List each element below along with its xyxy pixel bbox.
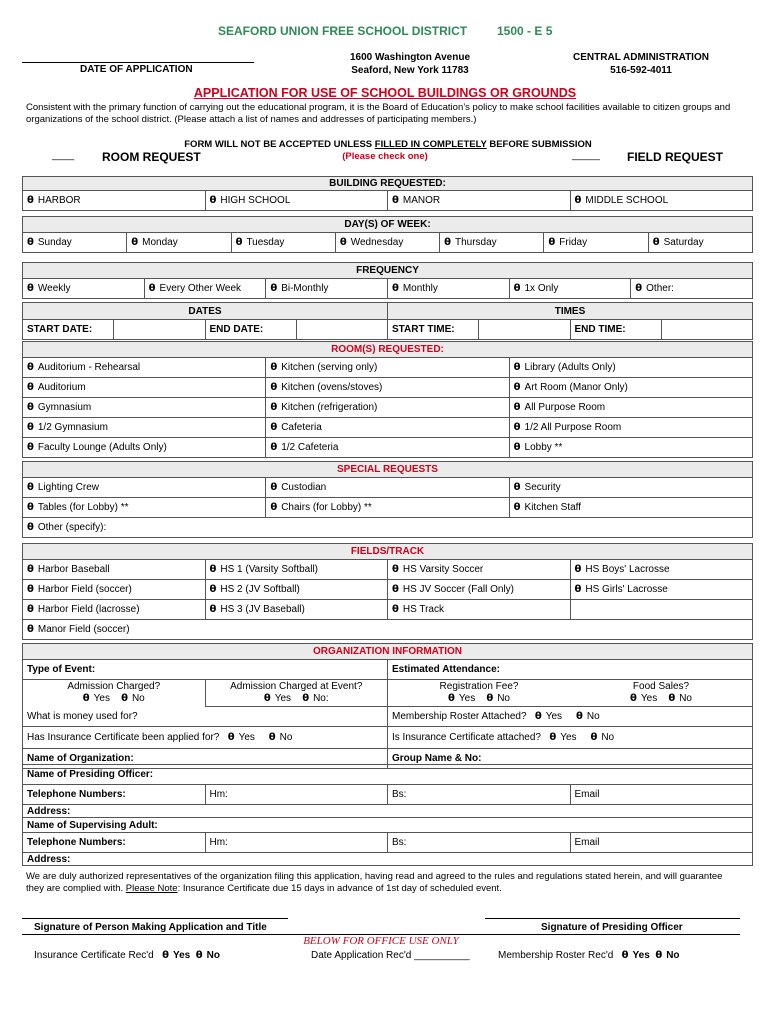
insurance-attached-cell[interactable]: Is Insurance Certificate attached? θ Yes θ No: [388, 726, 753, 748]
room-option[interactable]: θ 1/2 Gymnasium: [23, 418, 266, 438]
checkbox-icon[interactable]: θ: [27, 604, 34, 615]
field-option[interactable]: θ Harbor Field (lacrosse): [23, 600, 206, 620]
checkbox-icon[interactable]: θ: [392, 564, 399, 575]
building-header: BUILDING REQUESTED:: [23, 177, 753, 191]
checkbox-icon[interactable]: θ: [590, 731, 598, 743]
telephone-label: Telephone Numbers:: [23, 785, 206, 805]
telephone-label: Telephone Numbers:: [23, 833, 206, 853]
special-option[interactable]: θ Chairs (for Lobby) **: [266, 498, 509, 518]
checkbox-icon[interactable]: θ: [148, 283, 156, 294]
checkbox-icon[interactable]: θ: [209, 604, 217, 615]
room-option[interactable]: θ Art Room (Manor Only): [509, 378, 752, 398]
checkbox-icon[interactable]: θ: [444, 237, 451, 248]
checkbox-icon[interactable]: θ: [486, 692, 494, 704]
frequency-option[interactable]: θ Every Other Week: [144, 279, 266, 299]
supervising-adult-field[interactable]: Name of Supervising Adult:: [23, 818, 753, 833]
check-one-note: (Please check one): [342, 151, 428, 162]
room-option[interactable]: θ Kitchen (refrigeration): [266, 398, 509, 418]
checkbox-icon[interactable]: θ: [513, 482, 521, 493]
checkbox-icon[interactable]: θ: [27, 402, 34, 413]
building-table: [22, 176, 753, 211]
checkbox-icon[interactable]: θ: [391, 283, 399, 294]
field-option[interactable]: θ Harbor Baseball: [23, 560, 206, 580]
form-title: APPLICATION FOR USE OF SCHOOL BUILDINGS OR GROUNDS: [193, 86, 577, 100]
checkbox-icon[interactable]: θ: [574, 195, 582, 206]
start-date-input[interactable]: [114, 320, 205, 340]
frequency-option[interactable]: θ Bi-Monthly: [266, 279, 388, 299]
building-option[interactable]: θ MANOR: [388, 191, 571, 211]
checkbox-icon[interactable]: θ: [513, 442, 521, 453]
agreement-text: We are duly authorized representatives of the organization filing this application, having read and agreed to the rules and regulations stated herein, and will guarantee they are complied with. Please Note: Insurance Certificate due 15 days in advance of 1st day of scheduled event.: [26, 871, 723, 894]
checkbox-icon[interactable]: θ: [574, 564, 582, 575]
checkbox-icon[interactable]: θ: [209, 584, 217, 595]
admin-phone: 516-592-4011: [610, 65, 672, 76]
room-option[interactable]: θ Library (Adults Only): [509, 358, 752, 378]
checkbox-icon[interactable]: θ: [635, 283, 643, 294]
end-time-input[interactable]: [661, 320, 752, 340]
food-sales-cell[interactable]: Food Sales? θ Yes θ No: [570, 680, 753, 707]
room-option[interactable]: θ Auditorium - Rehearsal: [23, 358, 266, 378]
checkbox-icon[interactable]: θ: [121, 693, 128, 704]
office-use-heading: BELOW FOR OFFICE USE ONLY: [303, 935, 459, 947]
checkbox-icon[interactable]: θ: [513, 362, 521, 373]
checkbox-icon[interactable]: θ: [448, 692, 455, 704]
admin-label: CENTRAL ADMINISTRATION: [573, 52, 709, 63]
field-option[interactable]: θ HS 2 (JV Softball): [205, 580, 388, 600]
checkbox-icon[interactable]: θ: [339, 237, 347, 248]
room-option[interactable]: θ Cafeteria: [266, 418, 509, 438]
notice: FORM WILL NOT BE ACCEPTED UNLESS FILLED IN COMPLETELY BEFORE SUBMISSION: [184, 139, 592, 150]
address-line-1: 1600 Washington Avenue: [349, 52, 471, 63]
frequency-option[interactable]: θ 1x Only: [509, 279, 631, 299]
checkbox-icon[interactable]: θ: [392, 604, 399, 615]
home-phone-field[interactable]: Hm:: [205, 833, 388, 853]
address-field[interactable]: Address:: [23, 853, 753, 866]
day-option[interactable]: θ Monday: [127, 233, 231, 253]
days-header: DAY(S) OF WEEK:: [23, 217, 753, 233]
checkbox-icon[interactable]: θ: [513, 382, 521, 393]
rooms-header: ROOM(S) REQUESTED:: [23, 342, 753, 358]
frequency-option[interactable]: θ Monthly: [387, 279, 509, 299]
group-name-field[interactable]: Group Name & No:: [388, 748, 753, 768]
field-option[interactable]: θ HS Track: [388, 600, 571, 620]
checkbox-icon[interactable]: θ: [575, 710, 583, 722]
date-of-application-line[interactable]: [22, 62, 254, 63]
date-application-received: Date Application Rec'd __________: [311, 950, 470, 961]
rooms-table: [22, 341, 753, 458]
applicant-signature-label: Signature of Person Making Application and Title: [34, 922, 267, 933]
dates-times-table: [22, 302, 753, 340]
room-option[interactable]: θ Lobby **: [509, 438, 752, 458]
business-phone-field[interactable]: Bs:: [388, 785, 571, 805]
checkbox-icon[interactable]: θ: [270, 362, 278, 373]
checkbox-icon[interactable]: θ: [263, 692, 271, 704]
checkbox-icon[interactable]: θ: [668, 692, 676, 704]
checkbox-icon[interactable]: θ: [27, 382, 34, 393]
building-option[interactable]: θ MIDDLE SCHOOL: [570, 191, 753, 211]
checkbox-icon[interactable]: θ: [302, 692, 310, 704]
day-option[interactable]: θ Wednesday: [335, 233, 439, 253]
form-code: 1500 - E 5: [497, 24, 553, 38]
room-option[interactable]: θ 1/2 Cafeteria: [266, 438, 509, 458]
dates-header: DATES: [23, 303, 388, 320]
checkbox-icon[interactable]: θ: [195, 950, 203, 961]
checkbox-icon[interactable]: θ: [162, 950, 169, 961]
checkbox-icon[interactable]: θ: [652, 237, 660, 248]
field-option[interactable]: θ HS 1 (Varsity Softball): [205, 560, 388, 580]
room-option[interactable]: θ Gymnasium: [23, 398, 266, 418]
checkbox-icon[interactable]: θ: [270, 402, 278, 413]
checkbox-icon[interactable]: θ: [655, 950, 663, 961]
room-option[interactable]: θ Kitchen (serving only): [266, 358, 509, 378]
special-requests-table: [22, 461, 753, 538]
email-field[interactable]: Email: [570, 833, 753, 853]
special-other[interactable]: θ Other (specify):: [23, 518, 753, 538]
checkbox-icon[interactable]: θ: [235, 237, 243, 248]
checkbox-icon[interactable]: θ: [621, 950, 629, 961]
room-option[interactable]: θ All Purpose Room: [509, 398, 752, 418]
day-option[interactable]: θ Tuesday: [231, 233, 335, 253]
checkbox-icon[interactable]: θ: [27, 442, 34, 453]
admission-at-event-cell[interactable]: Admission Charged at Event? θ Yes θ No:: [205, 680, 388, 707]
checkbox-icon[interactable]: θ: [513, 283, 521, 294]
checkbox-icon[interactable]: θ: [534, 710, 542, 722]
checkbox-icon[interactable]: θ: [270, 283, 278, 294]
fields-header: FIELDS/TRACK: [23, 544, 753, 560]
checkbox-icon[interactable]: θ: [27, 422, 34, 433]
checkbox-icon[interactable]: θ: [549, 731, 557, 743]
checkbox-icon[interactable]: θ: [392, 195, 399, 206]
field-option[interactable]: θ HS Boys' Lacrosse: [570, 560, 753, 580]
frequency-table: [22, 262, 753, 299]
days-table: [22, 216, 753, 253]
building-option[interactable]: θ HARBOR: [23, 191, 206, 211]
checkbox-icon[interactable]: θ: [27, 584, 34, 595]
intro-text: Consistent with the primary function of carrying out the educational program, it is the Board of Education’s policy to make school facilities available to citizen groups and organizations of the school district. (Please attach a list of names and addresses of participating members.): [26, 102, 731, 125]
district-name: SEAFORD UNION FREE SCHOOL DISTRICT: [218, 24, 468, 38]
checkbox-icon[interactable]: θ: [270, 442, 278, 453]
checkbox-icon[interactable]: θ: [27, 482, 34, 493]
organization-header: ORGANIZATION INFORMATION: [23, 644, 753, 660]
checkbox-icon[interactable]: θ: [82, 693, 90, 704]
checkbox-icon[interactable]: θ: [574, 584, 582, 595]
type-of-event-field[interactable]: Type of Event:: [23, 660, 388, 680]
checkbox-icon[interactable]: θ: [513, 502, 521, 513]
address-line-2: Seaford, New York 11783: [351, 65, 469, 76]
field-request-blank[interactable]: _____: [572, 150, 600, 161]
field-option[interactable]: θ Manor Field (soccer): [23, 620, 753, 640]
checkbox-icon[interactable]: θ: [227, 731, 235, 743]
email-field[interactable]: Email: [570, 785, 753, 805]
field-option[interactable]: θ HS JV Soccer (Fall Only): [388, 580, 571, 600]
day-option[interactable]: θ Thursday: [440, 233, 544, 253]
special-option[interactable]: θ Kitchen Staff: [509, 498, 752, 518]
times-header: TIMES: [388, 303, 753, 320]
officer-signature-label: Signature of Presiding Officer: [541, 922, 683, 933]
checkbox-icon[interactable]: θ: [270, 502, 278, 513]
checkbox-icon[interactable]: θ: [268, 731, 276, 743]
roster-received: Membership Roster Rec'd θ Yes θ No: [498, 950, 680, 961]
checkbox-icon[interactable]: θ: [392, 584, 399, 595]
frequency-option[interactable]: θ Weekly: [23, 279, 145, 299]
special-requests-header: SPECIAL REQUESTS: [23, 462, 753, 478]
day-option[interactable]: θ Saturday: [648, 233, 752, 253]
field-option[interactable]: θ HS 3 (JV Baseball): [205, 600, 388, 620]
checkbox-icon[interactable]: θ: [27, 502, 34, 513]
special-option[interactable]: θ Security: [509, 478, 752, 498]
presiding-officer-field[interactable]: Name of Presiding Officer:: [23, 765, 753, 785]
estimated-attendance-field[interactable]: Estimated Attendance:: [388, 660, 753, 680]
start-date-label: START DATE:: [23, 320, 114, 340]
organization-table: [22, 643, 753, 769]
end-time-label: END TIME:: [570, 320, 661, 340]
special-option[interactable]: θ Custodian: [266, 478, 509, 498]
room-option[interactable]: θ 1/2 All Purpose Room: [509, 418, 752, 438]
insurance-received: Insurance Certificate Rec'd θ Yes θ No: [34, 950, 220, 961]
room-option[interactable]: θ Auditorium: [23, 378, 266, 398]
checkbox-icon[interactable]: θ: [270, 482, 278, 493]
room-request-label: ROOM REQUEST: [102, 150, 201, 164]
checkbox-icon[interactable]: θ: [209, 564, 217, 575]
contacts-table: [22, 764, 753, 866]
day-option[interactable]: θ Sunday: [23, 233, 127, 253]
building-option[interactable]: θ HIGH SCHOOL: [205, 191, 388, 211]
insurance-applied-cell[interactable]: Has Insurance Certificate been applied for? θ Yes θ No: [23, 726, 388, 748]
checkbox-icon[interactable]: θ: [27, 195, 34, 206]
checkbox-icon[interactable]: θ: [513, 402, 521, 413]
checkbox-icon[interactable]: θ: [27, 283, 34, 294]
checkbox-icon[interactable]: θ: [27, 624, 34, 635]
checkbox-icon[interactable]: θ: [27, 237, 34, 248]
field-empty-cell: [570, 600, 753, 620]
membership-roster-cell[interactable]: Membership Roster Attached? θ Yes θ No: [388, 706, 753, 726]
special-option[interactable]: θ Lighting Crew: [23, 478, 266, 498]
checkbox-icon[interactable]: θ: [513, 422, 521, 433]
frequency-header: FREQUENCY: [23, 263, 753, 279]
fields-table: [22, 543, 753, 640]
end-date-label: END DATE:: [205, 320, 296, 340]
admission-charged-cell[interactable]: Admission Charged? θ Yes θ No: [23, 680, 206, 707]
checkbox-icon[interactable]: θ: [270, 382, 278, 393]
checkbox-icon[interactable]: θ: [270, 422, 278, 433]
special-option[interactable]: θ Tables (for Lobby) **: [23, 498, 266, 518]
home-phone-field[interactable]: Hm:: [205, 785, 388, 805]
field-option[interactable]: θ HS Girls' Lacrosse: [570, 580, 753, 600]
room-request-blank[interactable]: ____: [52, 150, 75, 161]
room-option[interactable]: θ Faculty Lounge (Adults Only): [23, 438, 266, 458]
business-phone-field[interactable]: Bs:: [388, 833, 571, 853]
checkbox-icon[interactable]: θ: [131, 237, 139, 248]
field-request-label: FIELD REQUEST: [627, 150, 724, 164]
field-option[interactable]: θ HS Varsity Soccer: [388, 560, 571, 580]
applicant-signature-line[interactable]: [22, 918, 288, 919]
checkbox-icon[interactable]: θ: [27, 564, 34, 575]
checkbox-icon[interactable]: θ: [27, 522, 34, 533]
officer-signature-line[interactable]: [485, 918, 740, 919]
field-option[interactable]: θ Harbor Field (soccer): [23, 580, 206, 600]
start-time-label: START TIME:: [388, 320, 479, 340]
date-of-application-label: DATE OF APPLICATION: [80, 64, 193, 75]
registration-fee-cell[interactable]: Registration Fee? θ Yes θ No: [388, 680, 571, 707]
checkbox-icon[interactable]: θ: [27, 362, 34, 373]
money-used-field[interactable]: What is money used for?: [23, 706, 388, 726]
checkbox-icon[interactable]: θ: [630, 692, 637, 704]
end-date-input[interactable]: [296, 320, 387, 340]
start-time-input[interactable]: [479, 320, 570, 340]
date-received-blank[interactable]: __________: [414, 950, 470, 961]
day-option[interactable]: θ Friday: [544, 233, 648, 253]
organization-name-field[interactable]: Name of Organization:: [23, 748, 388, 768]
address-field[interactable]: Address:: [23, 805, 753, 818]
room-option[interactable]: θ Kitchen (ovens/stoves): [266, 378, 509, 398]
frequency-option[interactable]: θ Other:: [631, 279, 753, 299]
checkbox-icon[interactable]: θ: [548, 237, 556, 248]
checkbox-icon[interactable]: θ: [209, 195, 217, 206]
